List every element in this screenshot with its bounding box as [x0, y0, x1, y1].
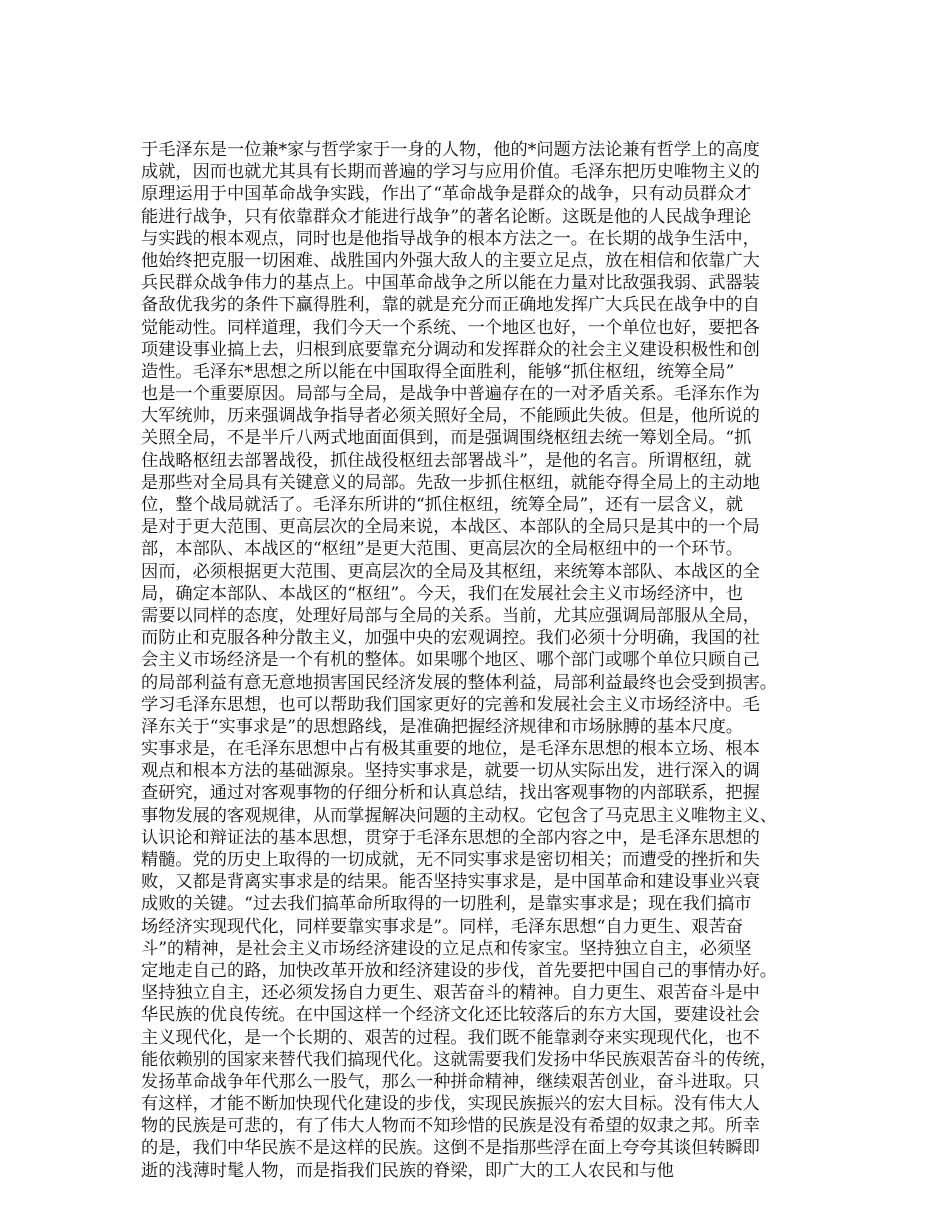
- text-line: 能依赖别的国家来替代我们搞现代化。这就需要我们发扬中华民族艰苦奋斗的传统，: [141, 1049, 777, 1070]
- text-line: 大军统帅，历来强调战争指导者必须关照好全局，不能顾此失彼。但是，他所说的: [141, 406, 760, 427]
- text-line: 造性。毛泽东*思想之所以能在中国取得全面胜利，能够“抓住枢纽，统筹全局”: [141, 361, 735, 382]
- text-line: 也是一个重要原因。局部与全局，是战争中普遍存在的一对矛盾关系。毛泽东作为: [141, 384, 760, 405]
- text-line: 会主义市场经济是一个有机的整体。如果哪个地区、哪个部门或哪个单位只顾自己: [141, 650, 760, 671]
- text-line: 斗”的精神，是社会主义市场经济建设的立足点和传家宝。坚持独立自主，必须坚: [141, 938, 752, 959]
- text-line: 坚持独立自主，还必须发扬自力更生、艰苦奋斗的精神。自力更生、艰苦奋斗是中: [141, 983, 760, 1004]
- text-line: 主义现代化，是一个长期的、艰苦的过程。我们既不能靠剥夺来实现现代化，也不: [141, 1027, 760, 1048]
- text-line: 觉能动性。同样道理，我们今天一个系统、一个地区也好，一个单位也好，要把各: [141, 317, 760, 338]
- text-line: 是对于更大范围、更高层次的全局来说，本战区、本部队的全局只是其中的一个局: [141, 517, 760, 538]
- text-line: 认识论和辩证法的基本思想，贯穿于毛泽东思想的全部内容之中，是毛泽东思想的: [141, 827, 760, 848]
- text-line: 败，又都是背离实事求是的结果。能否坚持实事求是，是中国革命和建设事业兴衰: [141, 872, 760, 893]
- text-line: 的是，我们中华民族不是这样的民族。这倒不是指那些浮在面上夸夸其谈但转瞬即: [141, 1138, 760, 1159]
- text-line: 的局部利益有意无意地损害国民经济发展的整体利益，局部利益最终也会受到损害。: [141, 672, 777, 693]
- text-line: 成就，因而也就尤其具有长期而普遍的学习与应用价值。毛泽东把历史唯物主义的: [141, 162, 760, 183]
- text-line: 原理运用于中国革命战争实践，作出了“革命战争是群众的战争，只有动员群众才: [141, 184, 752, 205]
- text-line: 于毛泽东是一位兼*家与哲学家于一身的人物，他的*问题方法论兼有哲学上的高度: [141, 140, 760, 160]
- text-line: 项建设事业搞上去，归根到底要靠充分调动和发挥群众的社会主义建设积极性和创: [141, 339, 760, 360]
- text-line: 是那些对全局具有关键意义的局部。先敌一步抓住枢纽，就能夺得全局上的主动地: [141, 472, 760, 493]
- text-line: 学习毛泽东思想，也可以帮助我们国家更好的完善和发展社会主义市场经济中。毛: [141, 694, 760, 715]
- text-line: 有这样，才能不断加快现代化建设的步伐，实现民族振兴的宏大目标。没有伟大人: [141, 1094, 760, 1115]
- text-line: 备敌优我劣的条件下赢得胜利，靠的就是充分而正确地发挥广大兵民在战争中的自: [141, 295, 760, 316]
- text-line: 场经济实现现代化，同样要靠实事求是”。同样，毛泽东思想“自力更生、艰苦奋: [141, 916, 743, 937]
- text-line: 定地走自己的路，加快改革开放和经济建设的步伐，首先要把中国自己的事情办好。: [141, 960, 777, 981]
- text-line: 局，确定本部队、本战区的“枢纽”。今天，我们在发展社会主义市场经济中，也: [141, 583, 743, 604]
- text-line: 需要以同样的态度，处理好局部与全局的关系。当前，尤其应强调局部服从全局，: [141, 605, 760, 626]
- text-line: 发扬革命战争年代那么一股气，那么一种拼命精神，继续艰苦创业，奋斗进取。只: [141, 1071, 760, 1092]
- text-line: 位，整个战局就活了。毛泽东所讲的“抓住枢纽，统筹全局”，还有一层含义，就: [141, 495, 743, 515]
- text-line: 住战略枢纽去部署战役，抓住战役枢纽去部署战斗”，是他的名言。所谓枢纽，就: [141, 450, 752, 471]
- text-line: 泽东关于“实事求是”的思想路线，是准确把握经济规律和市场脉膊的基本尺度。: [141, 716, 743, 737]
- text-line: 部，本部队、本战区的“枢纽”是更大范围、更高层次的全局枢纽中的一个环节。: [141, 539, 743, 560]
- text-line: 实事求是，在毛泽东思想中占有极其重要的地位，是毛泽东思想的根本立场、根本: [141, 739, 760, 760]
- text-line: 能进行战争，只有依靠群众才能进行战争”的著名论断。这既是他的人民战争理论: [141, 206, 752, 227]
- text-line: 逝的浅薄时髦人物，而是指我们民族的脊梁，即广大的工人农民和与他: [141, 1160, 674, 1181]
- text-line: 而防止和克服各种分散主义，加强中央的宏观调控。我们必须十分明确，我国的社: [141, 628, 760, 649]
- text-line: 与实践的根本观点，同时也是他指导战争的根本方法之一。在长期的战争生活中，: [141, 228, 760, 249]
- text-line: 查研究，通过对客观事物的仔细分析和认真总结，找出客观事物的内部联系，把握: [141, 783, 760, 804]
- text-line: 兵民群众战争伟力的基点上。中国革命战争之所以能在力量对比敌强我弱、武器装: [141, 273, 760, 294]
- text-line: 华民族的优良传统。在中国这样一个经济文化还比较落后的东方大国，要建设社会: [141, 1005, 760, 1026]
- document-body: [141, 139, 811, 1182]
- text-line: 精髓。党的历史上取得的一切成就，无不同实事求是密切相关；而遭受的挫折和失: [141, 850, 760, 870]
- text-line: 观点和根本方法的基础源泉。坚持实事求是，就要一切从实际出发，进行深入的调: [141, 761, 760, 782]
- text-line: 物的民族是可悲的，有了伟大人物而不知珍惜的民族是没有希望的奴隶之邦。所幸: [141, 1116, 760, 1137]
- text-line: 事物发展的客观规律，从而掌握解决问题的主动权。它包含了马克思主义唯物主义、: [141, 805, 777, 826]
- text-line: 因而，必须根据更大范围、更高层次的全局及其枢纽，来统筹本部队、本战区的全: [141, 561, 760, 582]
- text-line: 关照全局，不是半斤八两式地面面俱到，而是强调围绕枢纽去统一筹划全局。“抓: [141, 428, 752, 449]
- text-line: 成败的关键。“过去我们搞革命所取得的一切胜利，是靠实事求是；现在我们搞市: [141, 894, 752, 915]
- text-line: 他始终把克服一切困难、战胜国内外强大敌人的主要立足点，放在相信和依靠广大: [141, 250, 760, 271]
